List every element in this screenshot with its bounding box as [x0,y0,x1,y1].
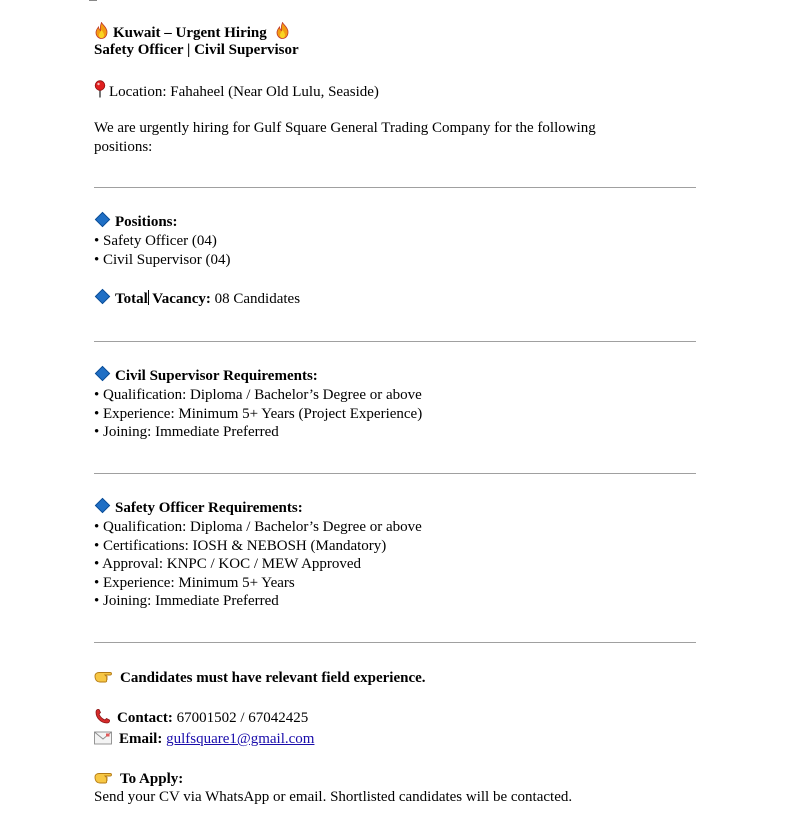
list-item: • Approval: KNPC / KOC / MEW Approved [94,556,362,572]
divider [94,642,696,643]
list-item: • Experience: Minimum 5+ Years (Project Experience) [94,406,423,422]
pointing-hand-icon [94,769,114,785]
apply-heading [94,769,183,789]
list-item: • Joining: Immediate Preferred [94,424,279,440]
round-pushpin-icon [94,80,106,98]
positions-heading-text: Positions: [115,214,178,230]
location-label: Location: [109,84,167,100]
list-item: • Safety Officer (04) [94,233,217,249]
page-subtitle [94,41,299,60]
list-item: • Experience: Minimum 5+ Years [94,575,295,591]
experience-note [94,668,426,688]
list-item: • Qualification: Diploma / Bachelor’s Degree or above [94,519,422,535]
note-text: Candidates must have relevant field experience. [120,670,426,686]
civil-requirements-heading [94,367,318,386]
safety-requirements-heading [94,499,303,518]
vacancy-value: 08 Candidates [210,291,301,307]
divider [94,473,696,474]
pointing-hand-icon [94,668,114,684]
subtitle-text: Safety Officer | Civil Supervisor [94,42,299,58]
list-item: • Joining: Immediate Preferred [94,593,279,609]
fire-icon [94,22,109,39]
blue-diamond-icon [95,498,111,514]
contact-label: Contact: [117,710,173,726]
location-line [94,80,379,102]
list-item: • Qualification: Diploma / Bachelor’s Degree or above [94,387,422,403]
vacancy-label-1: Total [115,291,148,307]
blue-diamond-icon [95,366,111,382]
blue-diamond-icon [95,289,111,305]
list-item: • Certifications: IOSH & NEBOSH (Mandatory) [94,538,387,554]
top-edge-mark [89,0,97,1]
vacancy-line [94,290,300,309]
page-title [94,22,294,43]
contact-line [94,708,308,728]
blue-diamond-icon [95,212,111,228]
email-link[interactable]: gulfsquare1@gmail.com [166,731,315,747]
email-label: Email: [119,731,163,747]
fire-icon [275,22,290,39]
apply-text: Send your CV via WhatsApp or email. Shortlisted candidates will be contacted. [94,789,573,805]
positions-heading [94,213,178,232]
divider [94,341,696,342]
location-value: Fahaheel (Near Old Lulu, Seaside) [170,84,379,100]
intro-paragraph: We are urgently hiring for Gulf Square General Trading Company for the following positions: [94,120,596,155]
title-text: Kuwait – Urgent Hiring [113,25,267,41]
safety-heading-text: Safety Officer Requirements: [115,500,303,516]
divider [94,187,696,188]
list-item: • Civil Supervisor (04) [94,252,231,268]
contact-value: 67001502 / 67042425 [172,710,309,726]
telephone-icon [94,708,112,724]
civil-heading-text: Civil Supervisor Requirements: [115,368,318,384]
vacancy-label-2: Vacancy: [148,291,211,307]
envelope-icon [94,731,112,745]
email-line [94,730,314,749]
apply-heading-text: To Apply: [120,771,184,787]
